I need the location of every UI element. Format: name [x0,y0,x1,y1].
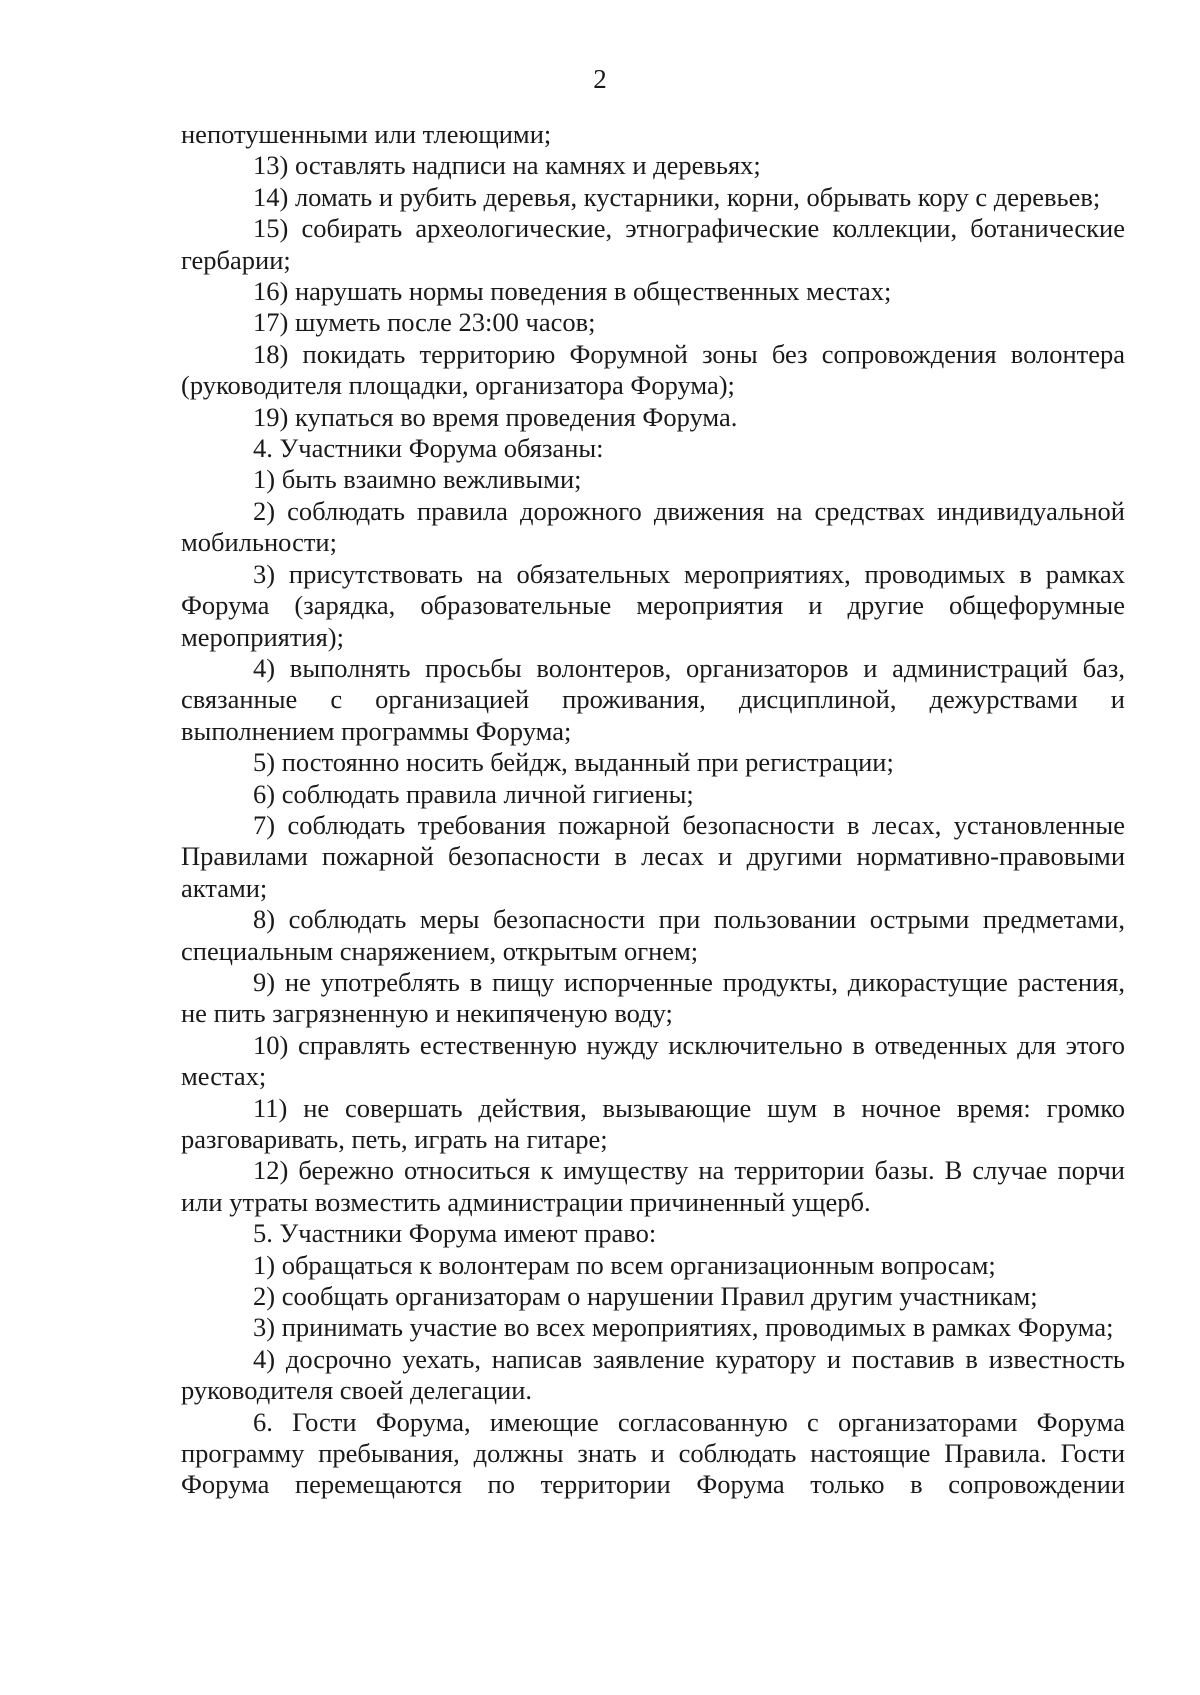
section-4-heading: 4. Участники Форума обязаны: [253,433,604,464]
duty-item-7: 7) соблюдать требования пожарной безопасности в лесах, установленные Правилами пожарной безопасности в лесах и другими нормативно-правовыми актами; [181,809,1125,903]
list-item-18: 18) покидать территорию Форумной зоны без сопровождения волонтера (руководителя площадки, организатора Форума); [181,338,1125,401]
duty-item-4: 4) выполнять просьбы волонтеров, организаторов и администраций баз, связанные с организацией проживания, дисциплиной, дежурствами и выполнением программы Форума; [181,652,1125,746]
duty-item-8: 8) соблюдать меры безопасности при пользовании острыми предметами, специальным снаряжением, открытым огнем; [181,904,1125,966]
duty-item-6: 6) соблюдать правила личной гигиены; [253,778,694,809]
duty-item-10: 10) справлять естественную нужду исключительно в отведенных для этого местах; [181,1029,1125,1092]
duty-item-2: 2) соблюдать правила дорожного движения на средствах индивидуальной мобильности; [181,495,1125,558]
list-item-13: 13) оставлять надписи на камнях и деревьях; [253,150,761,181]
duty-item-12: 12) бережно относиться к имуществу на территории базы. В случае порчи или утраты возместить администрации причиненный ущерб. [181,1155,1125,1217]
right-item-2: 2) сообщать организаторам о нарушении Правил другим участникам; [253,1281,1038,1312]
right-item-4: 4) досрочно уехать, написав заявление куратору и поставив в известность руководителя своей делегации. [181,1343,1125,1406]
section-5-heading: 5. Участники Форума имеют право: [253,1218,657,1249]
section-6-paragraph: 6. Гости Форума, имеющие согласованную с организаторами Форума программу пребывания, должны знать и соблюдать настоящие Правила. Гости Форума перемещаются по территории Форума только в сопровождении [181,1406,1125,1500]
duty-item-1: 1) быть взаимно вежливыми; [253,464,582,495]
duty-item-5: 5) постоянно носить бейдж, выданный при регистрации; [253,747,894,778]
list-item-15: 15) собирать археологические, этнографические коллекции, ботанические гербарии; [181,213,1125,275]
duty-item-9: 9) не употреблять в пищу испорченные продукты, дикорастущие растения, не пить загрязненную и некипяченую воду; [181,966,1125,1029]
paragraph-continuation: непотушенными или тлеющими; [181,119,552,149]
list-item-14: 14) ломать и рубить деревья, кустарники, корни, обрывать кору с деревьев; [253,181,1101,212]
document-body [181,119,1125,1501]
list-item-17: 17) шуметь после 23:00 часов; [253,307,596,338]
right-item-1: 1) обращаться к волонтерам по всем организационным вопросам; [253,1249,996,1280]
list-item-16: 16) нарушать нормы поведения в общественных местах; [253,276,892,307]
duty-item-3: 3) присутствовать на обязательных мероприятиях, проводимых в рамках Форума (зарядка, образовательные мероприятия и другие общефорумные мероприятия); [181,558,1125,652]
duty-item-11: 11) не совершать действия, вызывающие шум в ночное время: громко разговаривать, петь, играть на гитаре; [181,1092,1125,1154]
right-item-3: 3) принимать участие во всех мероприятиях, проводимых в рамках Форума; [253,1312,1114,1343]
list-item-19: 19) купаться во время проведения Форума. [253,401,738,432]
page-number: 2 [593,64,607,94]
